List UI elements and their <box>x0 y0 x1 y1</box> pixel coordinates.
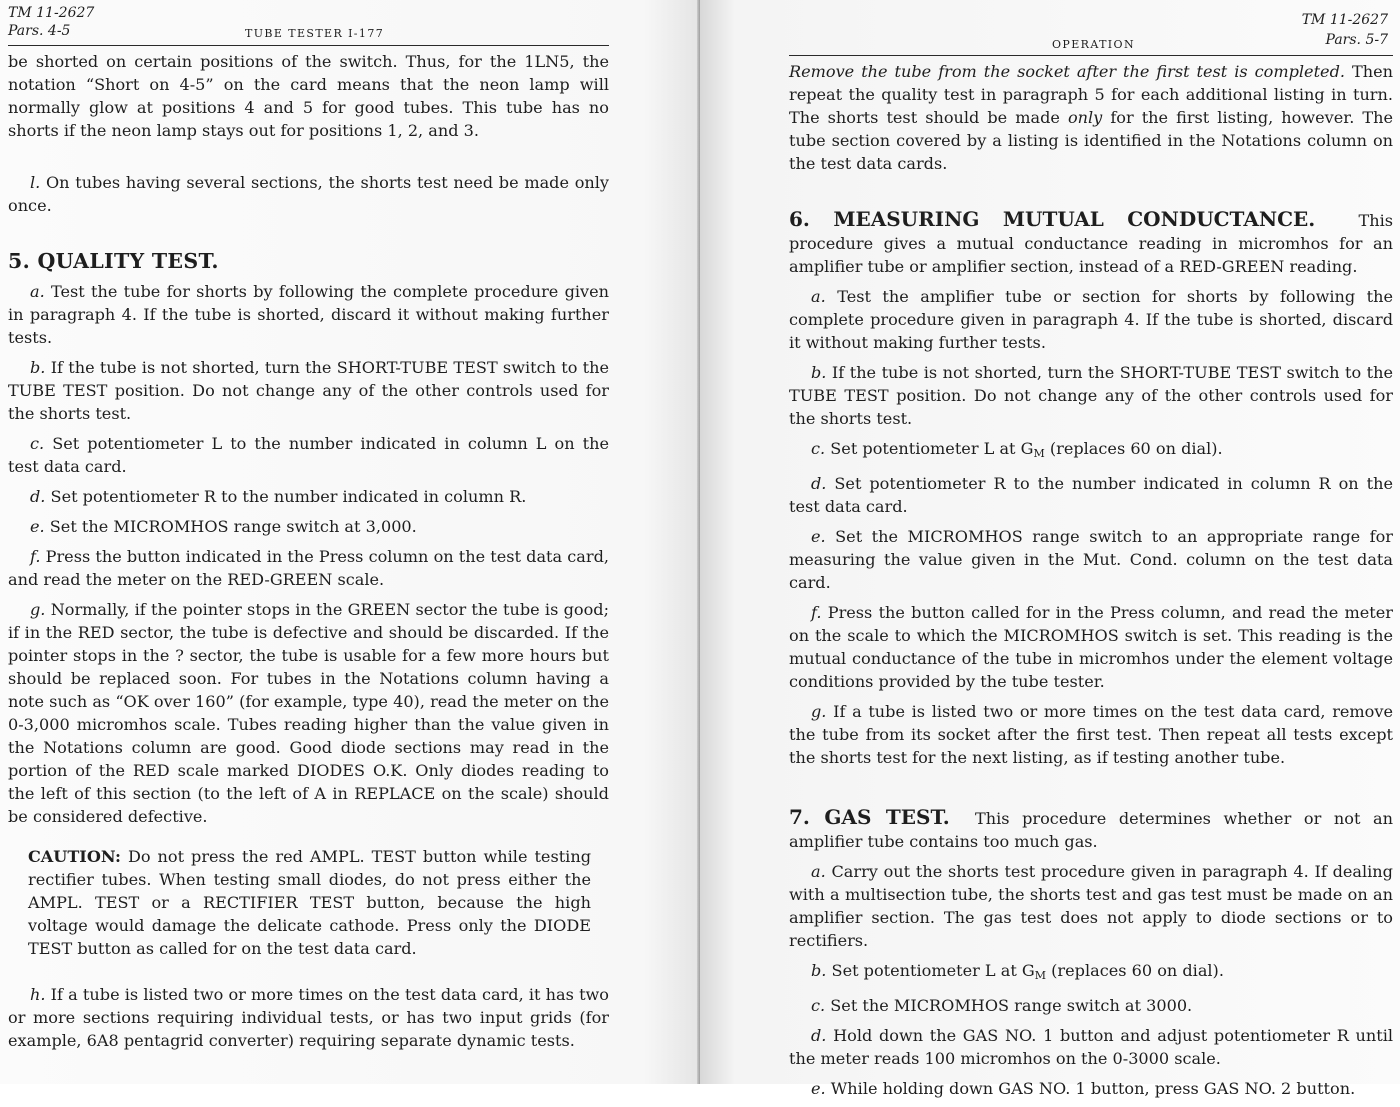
continuation-only: only <box>1067 108 1103 127</box>
s6-item-c <box>789 437 1393 465</box>
s5-item <box>8 545 609 591</box>
s5-item-text: Set the MICROMHOS range switch at 3,000. <box>49 517 417 536</box>
s5-item-label: c. <box>30 434 45 453</box>
s5-item-label: g. <box>30 600 46 619</box>
s6-item <box>789 700 1393 769</box>
s7-item-b-sub: M <box>1034 969 1047 982</box>
s6-item-label: g. <box>811 702 827 721</box>
s5-item-label: f. <box>30 547 41 566</box>
s5-item <box>8 432 609 478</box>
s6-item-label: a. <box>811 287 826 306</box>
s6-item-label: f. <box>811 603 822 622</box>
s7-item-a-text: Carry out the shorts test procedure given in paragraph 4. If dealing with a multisection tube, the shorts test and gas test must be made on an amplifier section. The gas test does not apply to diode sections or to rectifiers. <box>789 862 1393 950</box>
s5-item-label: e. <box>30 517 45 536</box>
s7-item-label: c. <box>811 996 826 1015</box>
s6-item-text: Set potentiometer R to the number indicated in column R on the test data card. <box>789 474 1393 516</box>
section-6-heading: 6. MEASURING MUTUAL CONDUCTANCE. <box>789 207 1316 231</box>
continuation-text-2: for the first listing, however. The tube section covered by a listing is identified in the Notations column on the test data cards. <box>789 108 1393 173</box>
caution-label: CAUTION: <box>28 847 121 866</box>
continuation-paragraph: be shorted on certain positions of the switch. Thus, for the 1LN5, the notation “Short on 4-5” on the card means that the neon lamp will normally glow at positions 4 and 5 for good tubes. This tube has no shorts if the neon lamp stays out for positions 1, 2, and 3. <box>8 52 609 140</box>
s5-item-text: Press the button indicated in the Press column on the test data card, and read the meter on the RED-GREEN scale. <box>8 547 609 589</box>
continuation-text-1: Then repeat the quality test in paragraph 5 for each additional listing in turn. The shorts test should be made <box>789 62 1393 127</box>
s7-item-b-post: (replaces 60 on dial). <box>1046 961 1224 980</box>
s5-item-text: If the tube is not shorted, turn the SHORT-TUBE TEST switch to the TUBE TEST position. Do not change any of the other controls used for the shorts test. <box>8 358 609 423</box>
s6-item <box>789 525 1393 594</box>
section-7-intro <box>789 806 1393 853</box>
para-l-label: l. <box>30 173 41 192</box>
s7-item-label: e. <box>811 1079 826 1098</box>
left-column <box>8 50 609 1059</box>
s7-item-text: While holding down GAS NO. 1 button, press GAS NO. 2 button. <box>830 1079 1356 1098</box>
section-7-items-c-e <box>789 994 1393 1100</box>
s7-item-label: d. <box>811 1026 827 1045</box>
s7-item <box>789 994 1393 1017</box>
section-6-items-d-g <box>789 472 1393 769</box>
s6-item-text: Press the button called for in the Press column, and read the meter on the scale to which the MICROMHOS switch is set. This reading is the mutual conductance of the tube in micromhos under the element voltage conditions provided by the tube tester. <box>789 603 1393 691</box>
right-continuation <box>789 60 1393 175</box>
s7-item-b-label: b. <box>811 961 827 980</box>
right-doc-id: TM 11-2627 <box>1301 12 1388 28</box>
s5-item-text: Normally, if the pointer stops in the GREEN sector the tube is good; if in the RED sector, the tube is defective and should be discarded. If the pointer stops in the ? sector, the tube is usable for a few more hours but should be replaced soon. For tubes in the Notations column having a note such as “OK over 160” (for example, type 40), read the meter on the 0-3,000 micromhos scale. Tubes reading higher than the value given in the Notations column are good. Good diode sections may read in the portion of the RED scale marked DIODES O.K. Only diodes reading to the left of this section (to the left of A in REPLACE on the scale) should be considered defective. <box>8 600 609 826</box>
s7-item-a <box>789 860 1393 952</box>
section-6-intro <box>789 208 1393 278</box>
section-6-intro-text: This procedure gives a mutual conductance reading in micromhos for an amplifier tube or amplifier section, instead of a RED-GREEN reading. <box>789 211 1394 276</box>
s6-item-text: If a tube is listed two or more times on the test data card, remove the tube from its socket after the first test. Then repeat all tests except the shorts test for the next listing, as if testing another tube. <box>789 702 1393 767</box>
left-doc-id: TM 11-2627 <box>8 5 95 21</box>
s6-item <box>789 472 1393 518</box>
s6-item-text: Test the amplifier tube or section for shorts by following the complete procedure given in paragraph 4. If the tube is shorted, discard it without making further tests. <box>789 287 1393 352</box>
s7-item-text: Set the MICROMHOS range switch at 3000. <box>830 996 1193 1015</box>
s5-item-label: b. <box>30 358 46 377</box>
s6-item-label: b. <box>811 363 827 382</box>
left-header-rule <box>8 45 609 46</box>
section-5-heading: 5. QUALITY TEST. <box>8 249 219 273</box>
s5-item-label: d. <box>30 487 46 506</box>
s6-item-label: e. <box>811 527 826 546</box>
left-pars: Pars. 4-5 <box>8 23 71 39</box>
s5-item-text: Set potentiometer R to the number indicated in column R. <box>50 487 527 506</box>
s6-item-label: d. <box>811 474 827 493</box>
section-5-items <box>8 280 609 828</box>
right-column <box>789 60 1393 1107</box>
left-running-title: TUBE TESTER I-177 <box>245 27 385 40</box>
right-running-title: OPERATION <box>1052 38 1135 51</box>
s6-item-c-sub: M <box>1033 447 1045 460</box>
s5-item <box>8 598 609 828</box>
s5-item <box>8 485 609 508</box>
s6-item-text: Set the MICROMHOS range switch to an appropriate range for measuring the value given in the Mut. Cond. column on the test data card. <box>789 527 1393 592</box>
right-page <box>700 0 1400 1098</box>
left-page <box>0 0 700 1084</box>
continuation-italic: Remove the tube from the socket after the first test is completed. <box>789 62 1345 81</box>
caution-text: Do not press the red AMPL. TEST button while testing rectifier tubes. When testing small diodes, do not press either the AMPL. TEST or a RECTIFIER TEST button, because the high voltage would damage the delicate cathode. Press only the DIODE TEST button as called for on the test data card. <box>28 847 591 958</box>
para-l <box>8 171 609 217</box>
section-7-intro-text: This procedure determines whether or not an amplifier tube contains too much gas. <box>789 809 1394 851</box>
s7-item-text: Hold down the GAS NO. 1 button and adjust potentiometer R until the meter reads 100 micromhos on the 0-3000 scale. <box>789 1026 1393 1068</box>
item-h-label: h. <box>30 985 46 1004</box>
s5-item <box>8 280 609 349</box>
para-l-text: On tubes having several sections, the shorts test need be made only once. <box>8 173 609 215</box>
section-6-items-a-b <box>789 285 1393 430</box>
s6-item-c-label: c. <box>811 439 826 458</box>
s7-item <box>789 1024 1393 1070</box>
s5-item-text: Test the tube for shorts by following the complete procedure given in paragraph 4. If the tube is shorted, discard it without making further tests. <box>8 282 609 347</box>
s5-item <box>8 515 609 538</box>
s7-item <box>789 1077 1393 1100</box>
s7-item-a-label: a. <box>811 862 826 881</box>
right-pars: Pars. 5-7 <box>1325 32 1388 48</box>
s6-item-text: If the tube is not shorted, turn the SHORT-TUBE TEST switch to the TUBE TEST position. Do not change any of the other controls used for the shorts test. <box>789 363 1393 428</box>
s5-item-text: Set potentiometer L to the number indicated in column L on the test data card. <box>8 434 609 476</box>
right-header-rule <box>789 55 1393 56</box>
caution-note <box>28 845 591 960</box>
s6-item <box>789 601 1393 693</box>
s6-item-c-pre: Set potentiometer L at G <box>830 439 1034 458</box>
item-h <box>8 983 609 1052</box>
s5-item <box>8 356 609 425</box>
s6-item <box>789 361 1393 430</box>
s6-item <box>789 285 1393 354</box>
section-7-heading: 7. GAS TEST. <box>789 805 950 829</box>
item-h-text: If a tube is listed two or more times on the test data card, it has two or more sections requiring individual tests, or has two input grids (for example, 6A8 pentagrid converter) requiring separate dynamic tests. <box>8 985 610 1050</box>
s7-item-b-pre: Set potentiometer L at G <box>831 961 1035 980</box>
s7-item-b <box>789 959 1393 987</box>
s6-item-c-post: (replaces 60 on dial). <box>1044 439 1223 458</box>
s5-item-label: a. <box>30 282 45 301</box>
